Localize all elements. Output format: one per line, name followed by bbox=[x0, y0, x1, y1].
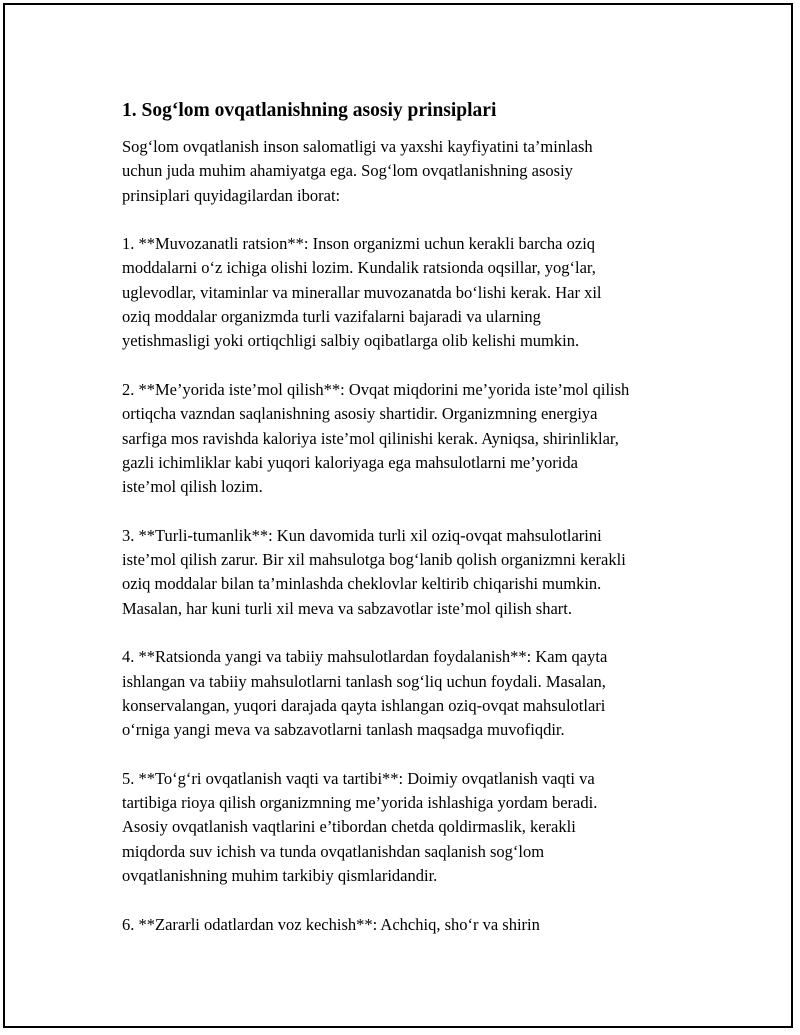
paragraph-principle-5 bbox=[122, 767, 702, 888]
paragraph-principle-4 bbox=[122, 645, 702, 742]
text-line: prinsiplari quyidagilardan iborat: bbox=[122, 185, 341, 205]
text-line: 3. **Turli-tumanlik**: Kun davomida turli xil oziq-ovqat mahsulotlarini bbox=[122, 525, 602, 545]
text-line: iste’mol qilish zarur. Bir xil mahsulotga bog‘lanib qolish organizmni kerakli bbox=[122, 550, 626, 570]
paragraph-principle-1 bbox=[122, 232, 702, 353]
paragraph-intro bbox=[122, 135, 702, 208]
text-line: Asosiy ovqatlanish vaqtlarini e’tibordan chetda qoldirmaslik, kerakli bbox=[122, 817, 576, 837]
text-line: Masalan, har kuni turli xil meva va sabzavotlar iste’mol qilish shart. bbox=[122, 598, 572, 618]
text-line: uchun juda muhim ahamiyatga ega. Sog‘lom ovqatlanishning asosiy bbox=[122, 161, 573, 181]
paragraph-principle-2 bbox=[122, 378, 702, 499]
paragraph-principle-3 bbox=[122, 524, 702, 621]
text-line: o‘rniga yangi meva va sabzavotlarni tanlash maqsadga muvofiqdir. bbox=[122, 720, 565, 740]
text-line: miqdorda suv ichish va tunda ovqatlanishdan saqlanish sog‘lom bbox=[122, 841, 545, 861]
text-line: 2. **Me’yorida iste’mol qilish**: Ovqat miqdorini me’yorida iste’mol qilish bbox=[122, 379, 630, 399]
text-line: 5. **To‘g‘ri ovqatlanish vaqti va tartibi**: Doimiy ovqatlanish vaqti va bbox=[122, 768, 595, 788]
text-line: iste’mol qilish lozim. bbox=[122, 477, 263, 497]
text-line: moddalarni o‘z ichiga olishi lozim. Kundalik ratsionda oqsillar, yog‘lar, bbox=[122, 258, 596, 278]
text-line: ishlangan va tabiiy mahsulotlarni tanlash sog‘liq uchun foydali. Masalan, bbox=[122, 671, 606, 691]
page-frame bbox=[3, 3, 793, 1028]
text-line: Sog‘lom ovqatlanish inson salomatligi va yaxshi kayfiyatini ta’minlash bbox=[122, 137, 593, 156]
paragraph-principle-6 bbox=[122, 913, 702, 937]
document-body bbox=[122, 97, 702, 961]
text-line: oziq moddalar bilan ta’minlashda cheklovlar keltirib chiqarishi mumkin. bbox=[122, 574, 602, 594]
section-heading: 1. Sog‘lom ovqatlanishning asosiy prinsiplari bbox=[122, 100, 497, 121]
text-line: ovqatlanishning muhim tarkibiy qismlaridandir. bbox=[122, 865, 438, 885]
text-line: 4. **Ratsionda yangi va tabiiy mahsulotlardan foydalanish**: Kam qayta bbox=[122, 647, 608, 667]
text-line: sarfiga mos ravishda kaloriya iste’mol qilinishi kerak. Ayniqsa, shirinliklar, bbox=[122, 428, 619, 448]
text-line: gazli ichimliklar kabi yuqori kaloriyaga ega mahsulotlarni me’yorida bbox=[122, 452, 578, 472]
text-line: oziq moddalar organizmda turli vazifalarni bajaradi va ularning bbox=[122, 307, 541, 327]
text-line: yetishmasligi yoki ortiqchligi salbiy oqibatlarga olib kelishi mumkin. bbox=[122, 331, 580, 351]
text-line: 6. **Zararli odatlardan voz kechish**: Achchiq, sho‘r va shirin bbox=[122, 914, 540, 934]
text-line: 1. **Muvozanatli ratsion**: Inson organizmi uchun kerakli barcha oziq bbox=[122, 234, 596, 254]
text-line: tartibiga rioya qilish organizmning me’yorida ishlashiga yordam beradi. bbox=[122, 793, 598, 813]
text-line: konservalangan, yuqori darajada qayta ishlangan oziq-ovqat mahsulotlari bbox=[122, 695, 606, 715]
text-line: uglevodlar, vitaminlar va minerallar muvozanatda bo‘lishi kerak. Har xil bbox=[122, 282, 602, 302]
text-line: ortiqcha vazndan saqlanishning asosiy shartidir. Organizmning energiya bbox=[122, 404, 598, 424]
